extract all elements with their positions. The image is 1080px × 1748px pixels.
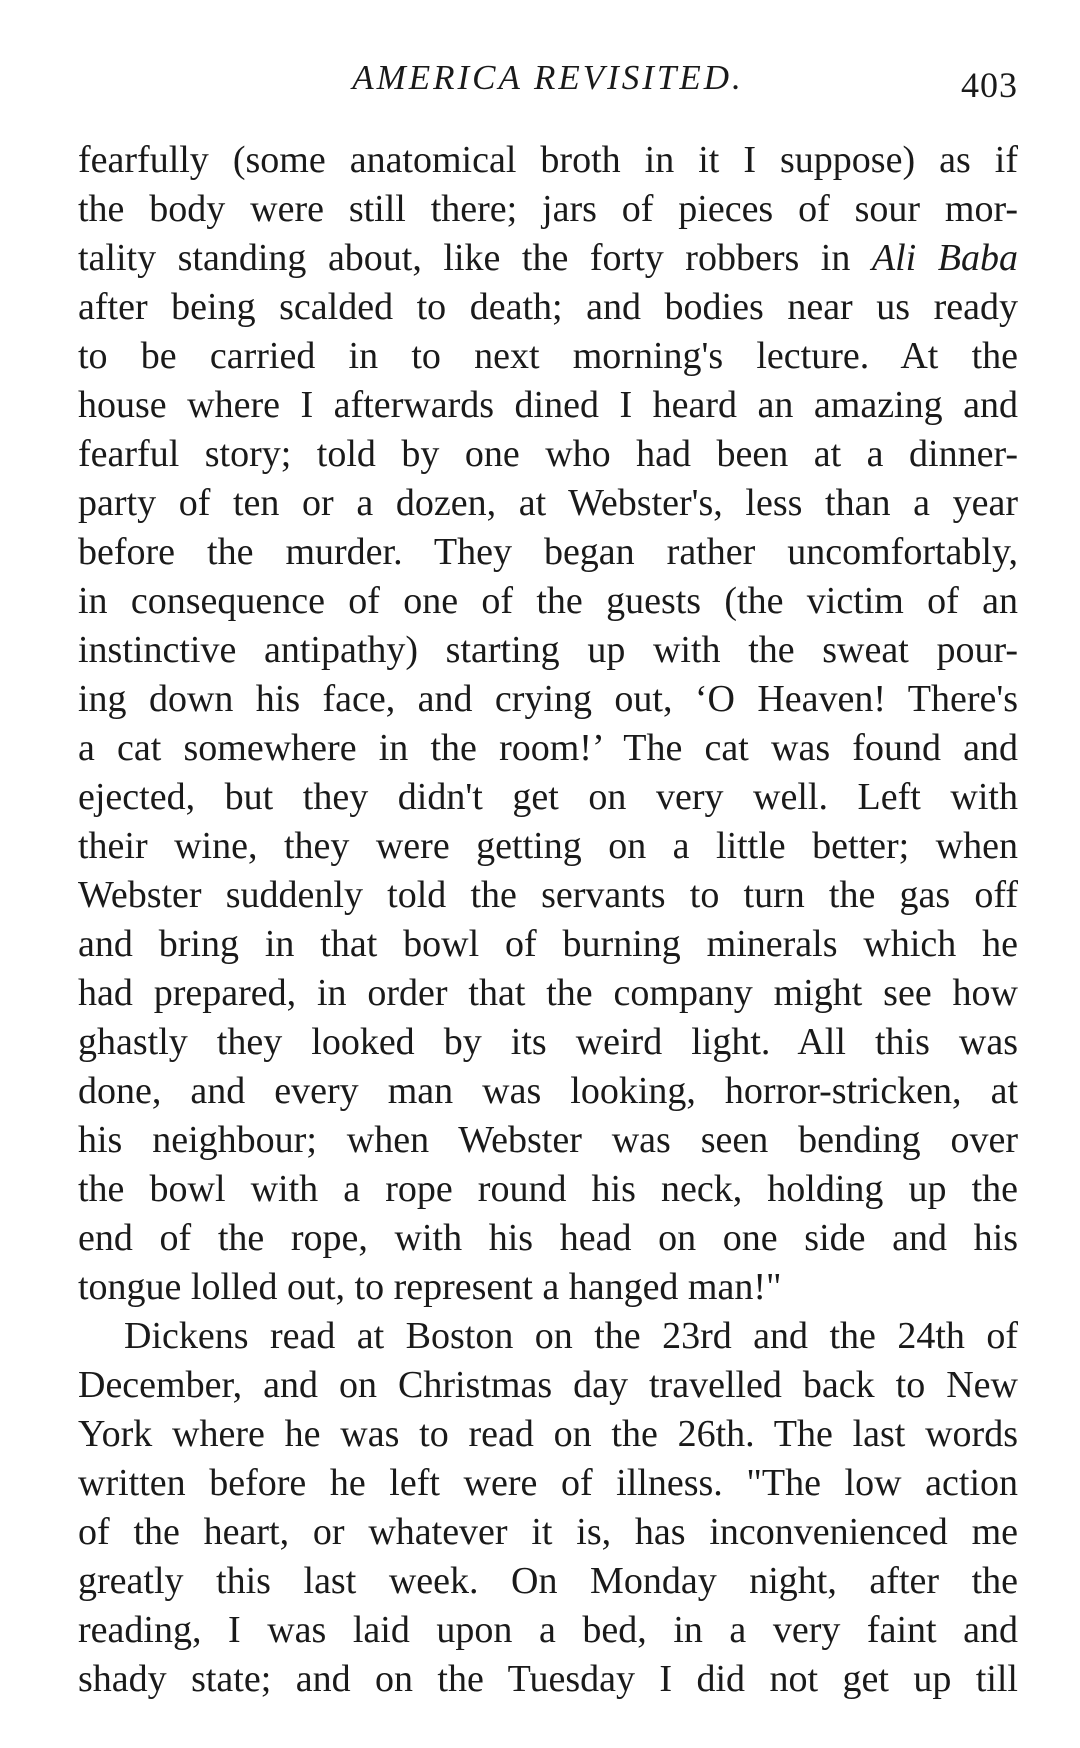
text-line: done, and every man was looking, horror-stricken, at (78, 1070, 1018, 1112)
text-line: the body were still there; jars of pieces of sour mor- (78, 188, 1018, 230)
text-line: after being scalded to death; and bodies near us ready (78, 286, 1018, 328)
text-line: York where he was to read on the 26th. The last words (78, 1413, 1018, 1455)
running-title: AMERICA REVISITED. (352, 58, 744, 97)
paragraph (78, 136, 1018, 1312)
text-line: and bring in that bowl of burning minerals which he (78, 923, 1018, 965)
paragraph (78, 1312, 1018, 1704)
text-line: the bowl with a rope round his neck, holding up the (78, 1168, 1018, 1210)
text-line: shady state; and on the Tuesday I did not get up till (78, 1658, 1018, 1700)
text-line: in consequence of one of the guests (the victim of an (78, 580, 1018, 622)
text-line: Dickens read at Boston on the 23rd and the 24th of (124, 1315, 1018, 1357)
text-line: greatly this last week. On Monday night, after the (78, 1560, 1018, 1602)
text-line: ejected, but they didn't get on very well. Left with (78, 776, 1018, 818)
text-line: fearful story; told by one who had been at a dinner- (78, 433, 1018, 475)
text-line: had prepared, in order that the company might see how (78, 972, 1018, 1014)
text-line: tality standing about, like the forty robbers in Ali Baba (78, 237, 1018, 279)
text-line: ing down his face, and crying out, ‘O Heaven! There's (78, 678, 1018, 720)
text-line: December, and on Christmas day travelled back to New (78, 1364, 1018, 1406)
text-line: Webster suddenly told the servants to turn the gas off (78, 874, 1018, 916)
text-line: house where I afterwards dined I heard an amazing and (78, 384, 1018, 426)
book-title: Ali Baba (871, 237, 1018, 279)
text-line: to be carried in to next morning's lecture. At the (78, 335, 1018, 377)
text-line: his neighbour; when Webster was seen bending over (78, 1119, 1018, 1161)
text-line: party of ten or a dozen, at Webster's, less than a year (78, 482, 1018, 524)
running-head (78, 48, 1018, 108)
text-line: fearfully (some anatomical broth in it I suppose) as if (78, 139, 1018, 181)
text-line: written before he left were of illness. "The low action (78, 1462, 1018, 1504)
body-text (78, 136, 1018, 1704)
text-line: a cat somewhere in the room!’ The cat was found and (78, 727, 1018, 769)
text-line: their wine, they were getting on a little better; when (78, 825, 1018, 867)
text-line: of the heart, or whatever it is, has inconvenienced me (78, 1511, 1018, 1553)
text-line: tongue lolled out, to represent a hanged man!" (78, 1266, 782, 1308)
text-line: instinctive antipathy) starting up with the sweat pour- (78, 629, 1018, 671)
text-line: end of the rope, with his head on one side and his (78, 1217, 1018, 1259)
text-line: ghastly they looked by its weird light. All this was (78, 1021, 1018, 1063)
page-number: 403 (961, 65, 1018, 105)
text-line: before the murder. They began rather uncomfortably, (78, 531, 1018, 573)
text-line: reading, I was laid upon a bed, in a very faint and (78, 1609, 1018, 1651)
